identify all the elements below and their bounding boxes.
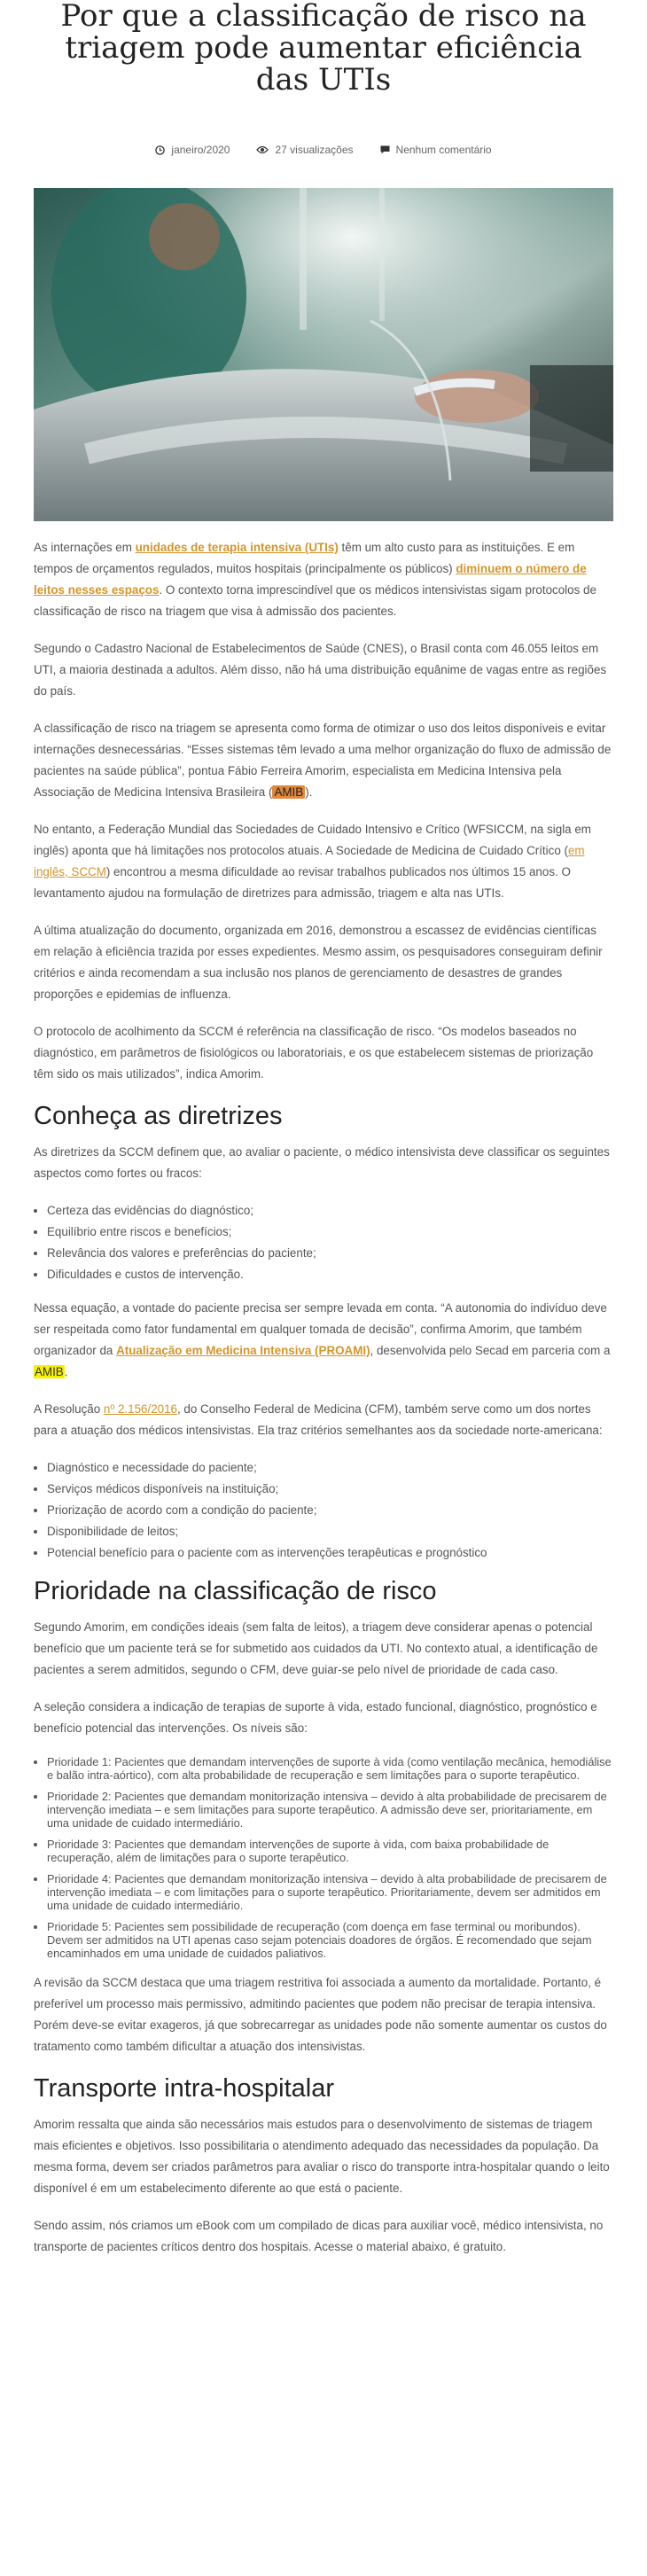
post-date: [155, 144, 230, 156]
list-item: • Relevância dos valores e preferências do paciente;: [47, 1243, 613, 1264]
post-views-text: 27 visualizações: [275, 144, 354, 156]
paragraph: Amorim ressalta que ainda são necessários mais estudos para o desenvolvimento de sistemas de triagem mais eficientes e objetivos. Isso possibilitaria o atendimento adequado das necessidades da população. Da mesma forma, devem ser criados parâmetros para avaliar o risco do transporte intra-hospitalar quando o leito disponível é em um estabelecimento diferente ao que está o paciente.: [34, 2118, 610, 2195]
section-heading: Transporte intra-hospitalar: [34, 2074, 335, 2103]
list-item: • Prioridade 4: Pacientes que demandam monitorização intensiva – devido à alta probabilidade de precisarem de intervenção imediata – e com limitações para o suporte terapêutico. Prioritariamente, devem ser admitidos em uma unidade de cuidado intermediário.: [47, 1872, 613, 1912]
post-comments-text[interactable]: Nenhum comentário: [395, 144, 492, 156]
link-proami[interactable]: Atualização em Medicina Intensiva (PROAMI): [116, 1344, 370, 1357]
list-item: • Prioridade 2: Pacientes que demandam monitorização intensiva – devido à alta probabilidade de precisarem de intervenção imediata – e sem limitações para suporte terapêutico. A admissão deve ser, prioritariamente, em uma unidade de cuidado intermediário.: [47, 1790, 613, 1830]
list-item: • Prioridade 1: Pacientes que demandam intervenções de suporte à vida (como ventilação mecânica, hemodiálise e balão intra-aórtico), com alta probabilidade de recuperação e sem limitações para o suporte terapêutico.: [47, 1755, 613, 1782]
page-title: Por que a classificação de risco na triagem pode aumentar eficiência das UTIs: [60, 0, 587, 98]
eye-icon: [256, 145, 269, 154]
paragraph: Sendo assim, nós criamos um eBook com um compilado de dicas para auxiliar você, médico intensivista, no transporte de pacientes críticos dentro dos hospitais. Acesse o material abaixo, é gratuito.: [34, 2219, 604, 2253]
section-heading: Conheça as diretrizes: [34, 1102, 283, 1130]
post-views: [256, 144, 353, 156]
paragraph: O protocolo de acolhimento da SCCM é referência na classificação de risco. “Os modelos baseados no diagnóstico, em parâmetros de fisiológicos ou laboratoriais, e os que estabelecem sistemas de priorização têm sido os mais utilizados”, indica Amorim.: [34, 1025, 594, 1081]
comment-icon: [380, 145, 390, 154]
list-item: • Certeza das evidências do diagnóstico;: [47, 1200, 613, 1222]
list-item: • Dificuldades e custos de intervenção.: [47, 1264, 613, 1285]
link-resolucao[interactable]: nº 2.156/2016: [103, 1402, 177, 1416]
list-item: • Potencial benefício para o paciente com as intervenções terapêuticas e prognóstico: [47, 1542, 613, 1564]
post-meta: [0, 144, 647, 156]
paragraph: A seleção considera a indicação de terapias de suporte à vida, estado funcional, diagnóstico, prognóstico e benefício potencial das intervenções. Os níveis são:: [34, 1700, 597, 1735]
paragraph: A última atualização do documento, organizada em 2016, demonstrou a escassez de evidências científicas em relação à eficiência trazida por esses expedientes. Mesmo assim, os pesquisadores conseguiram definir critérios e ainda recomendam a sua inclusão nos planos de gerenciamento de desastres de grandes proporções e epidemias de influenza.: [34, 924, 603, 1001]
section-heading: Prioridade na classificação de risco: [34, 1577, 437, 1605]
list-cfm-criteria: [34, 1457, 613, 1564]
link-utis[interactable]: unidades de terapia intensiva (UTIs): [135, 541, 339, 554]
article-body: [34, 537, 613, 2258]
link-leitos[interactable]: diminuem o número de leitos nesses espaços: [34, 562, 587, 597]
post-comments[interactable]: [380, 144, 492, 156]
list-item: • Equilíbrio entre riscos e benefícios;: [47, 1222, 613, 1243]
list-item: • Disponibilidade de leitos;: [47, 1521, 613, 1542]
highlight-amib: AMIB: [35, 1365, 64, 1378]
calendar-icon: [155, 145, 165, 155]
highlight-amib: AMIB: [274, 785, 304, 799]
hero-image: [34, 188, 613, 521]
paragraph: A revisão da SCCM destaca que uma triagem restritiva foi associada a aumento da mortalidade. Portanto, é preferível um processo mais permissivo, admitindo pacientes que podem não precisar de terapia intensiva. Porém deve-se evitar exageros, já que sobrecarregar as unidades pode não somente aumentar os custos do tratamento como também dificultar a atuação dos intensivistas.: [34, 1976, 607, 2053]
paragraph: No entanto, a Federação Mundial das Sociedades de Cuidado Intensivo e Crítico (WFSICCM, na sigla em inglês) aponta que há limitações nos protocolos atuais. A Sociedade de Medicina de Cuidado Crítico (em inglês, SCCM) encontrou a mesma dificuldade ao revisar trabalhos publicados nos últimos 15 anos. O levantamento ajudou na formulação de diretrizes para admissão, triagem e alta nas UTIs.: [34, 823, 591, 900]
post-date-text: janeiro/2020: [171, 144, 230, 156]
paragraph: Segundo Amorim, em condições ideais (sem falta de leitos), a triagem deve considerar apenas o potencial benefício que um paciente terá se for submetido aos cuidados da UTI. No contexto atual, a identificação de pacientes a serem admitidos, segundo o CFM, deve guiar-se pelo nível de prioridade de cada caso.: [34, 1620, 598, 1676]
link-sccm[interactable]: em inglês, SCCM: [34, 844, 585, 878]
list-item: • Diagnóstico e necessidade do paciente;: [47, 1457, 613, 1479]
hospital-patient-image: [34, 188, 613, 521]
paragraph: Nessa equação, a vontade do paciente precisa ser sempre levada em conta. “A autonomia do indivíduo deve ser respeitada como fator fundamental em qualquer tomada de decisão”, confirma Amorim, que também organizador da Atualização em Medicina Intensiva (PROAMI), desenvolvida pelo Secad em parceria com a AMIB.: [34, 1301, 611, 1378]
paragraph: As internações em unidades de terapia intensiva (UTIs) têm um alto custo para as instituições. E em tempos de orçamentos regulados, muitos hospitais (principalmente os públicos) diminuem o número de leitos nesses espaços. O contexto torna imprescindível que os médicos intensivistas sigam protocolos de classificação de risco na triagem que visa à admissão dos pacientes.: [34, 541, 596, 618]
paragraph: As diretrizes da SCCM definem que, ao avaliar o paciente, o médico intensivista deve classificar os seguintes aspectos como fortes ou fracos:: [34, 1145, 610, 1180]
paragraph: Segundo o Cadastro Nacional de Estabelecimentos de Saúde (CNES), o Brasil conta com 46.055 leitos em UTI, a maioria destinada a adultos. Além disso, não há uma distribuição equânime de vagas entre as regiões do país.: [34, 642, 607, 698]
list-guidelines: [34, 1200, 613, 1285]
list-item: • Prioridade 5: Pacientes sem possibilidade de recuperação (com doença em fase terminal ou moribundos). Devem ser admitidos na UTI apenas caso sejam potenciais doadores de órgãos. É recomendado que sejam encaminhados em uma unidade de cuidados paliativos.: [47, 1920, 613, 1960]
paragraph: A classificação de risco na triagem se apresenta como forma de otimizar o uso dos leitos disponíveis e evitar internações desnecessárias. “Esses sistemas têm levado a uma melhor organização do fluxo de admissão de pacientes na saúde pública”, pontua Fábio Ferreira Amorim, especialista em Medicina Intensiva pela Associação de Medicina Intensiva Brasileira ( AMIB ).: [34, 722, 612, 799]
list-item: • Priorização de acordo com a condição do paciente;: [47, 1500, 613, 1521]
list-priorities: [34, 1755, 613, 1960]
list-item: • Prioridade 3: Pacientes que demandam intervenções de suporte à vida, com baixa probabilidade de recuperação, além de limitações para o suporte terapêutico.: [47, 1838, 613, 1864]
list-item: • Serviços médicos disponíveis na instituição;: [47, 1479, 613, 1500]
paragraph: A Resolução nº 2.156/2016, do Conselho Federal de Medicina (CFM), também serve como um dos nortes para a atuação dos médicos intensivistas. Ela traz critérios semelhantes aos da sociedade norte-americana:: [34, 1402, 603, 1437]
